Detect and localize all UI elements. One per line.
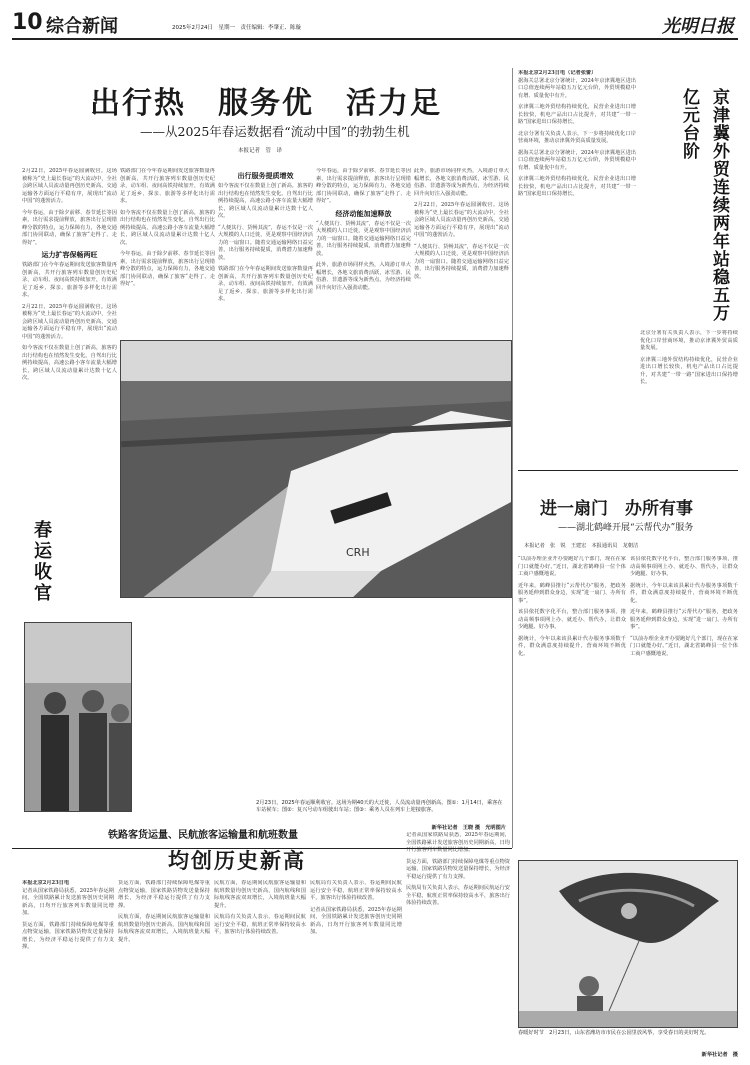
article3-column-4: [310, 880, 402, 1052]
train-label: CRH: [346, 546, 370, 559]
article1-paragraph: 2月22日，2025年春运圆满收官。这场被称为“史上最长春运”的大流动中，全社会跨区域人员流动量再创历史新高，交通运输各方面运行平稳有序，展现出“流动中国”的蓬勃活力。: [414, 202, 509, 238]
main-photo-credit: 新华社记者 王晓 摄 光明图片: [431, 825, 506, 831]
article2-paragraph: 近年来，鹤峰县推行“云帮代办”服务，把政务服务延伸到群众身边，实现“进一扇门、办所有事”。: [518, 582, 626, 604]
article3-paragraph: 民航局有关负责人表示，春运期间民航运行安全平稳，航班正常率保持较高水平，旅客出行体验持续改善。: [214, 914, 306, 935]
article1-paragraph: 今年春运，由于除夕前移、春节延长等因素，出行需求提前释放，旅客出行呈现错峰分散的特点，运力保障有力，各地交通部门协同联动，确保了旅客“走得了、走得好”。: [120, 251, 215, 287]
article1-paragraph: 此外，旅游市场同样火热，入境游订单大幅增长，各地文旅消费活跃，冰雪游、民俗游、非遗游等成为新热点，为经济持续回升向好注入强劲动能。: [316, 262, 411, 291]
article1-paragraph: 今年春运，由于除夕前移、春节延长等因素，出行需求提前释放，旅客出行呈现错峰分散的特点，运力保障有力，各地交通部门协同联动，确保了旅客“走得了、走得好”。: [22, 209, 117, 246]
article1-paragraph: 2月22日，2025年春运圆满收官。这场被称为“史上最长春运”的大流动中，全社会跨区域人员流动量再创历史新高，交通运输各方面运行平稳有序，展现出“流动中国”的蓬勃活力。: [22, 303, 117, 340]
article2-paragraph: 该县依托数字化平台，整合部门服务事项，推动高频事项网上办、就近办、帮代办，让群众少跑腿、好办事。: [630, 556, 738, 577]
article3-column-1: [22, 880, 114, 1052]
kite-photo: [518, 860, 738, 1028]
main-photo: [120, 340, 512, 598]
article3-column-3: [214, 880, 306, 1052]
article1-paragraph: “人便其行、货畅其流”，春运不仅是一次大规模的人口迁徙，更是观察中国经济活力的一扇窗口。随着交通运输网络日益完善，出行服务持续提质，消费潜力加速释放。: [316, 220, 411, 257]
article1-paragraph: 铁路部门在今年春运期间发送旅客数量再创新高，共开行旅客列车数量创历史纪录，动车组、夜间高铁持续加开，有效满足了返乡、探亲、旅游等多样化出行需求。: [218, 266, 313, 302]
section-title: 综合新闻: [46, 16, 118, 37]
article1-paragraph: 如今客流不仅在数量上创了新高，旅客的出行结构也在悄然发生变化。自驾出行比例持续提高，高速公路小客车流量大幅增长，跨区域人员流动量累计达数十亿人次。: [120, 209, 215, 246]
article1-paragraph: 铁路部门在今年春运期间发送旅客数量再创新高，共开行旅客列车数量创历史纪录，动车组、夜间高铁持续加开，有效满足了返乡、探亲、旅游等多样化出行需求。: [22, 262, 117, 298]
section-head: 出行服务提质增效: [237, 171, 294, 180]
article3-paragraph: 民航方面，春运期间民航旅客运输量和航班数量均创历史新高，国内航线和国际航线客流双双增长，入境航班量大幅提升。: [118, 914, 210, 943]
article1-paragraph: 此外，旅游市场同样火热，入境游订单大幅增长，各地文旅消费活跃，冰雪游、民俗游、非遗游等成为新热点，为经济持续回升向好注入强劲动能。: [414, 168, 509, 197]
article2-paragraph: 据统计，今年以来该县累计代办服务事项数千件，群众满意度持续提升，营商环境不断优化。: [630, 582, 738, 604]
article1-title: 出行热 服务优 活力足: [90, 86, 442, 121]
sidebar-paragraph: 据海关总署北京分署统计，2024年京津冀地区进出口总值连续两年站稳五万亿元台阶，外贸规模稳中有增、质量优中有升。: [518, 77, 636, 99]
article3-paragraph: 货运方面，铁路部门持续保障电煤等重点物资运输，国家铁路货物发送量保持增长，为经济平稳运行提供了有力支撑。: [22, 921, 114, 950]
article3-title: 均创历史新高: [168, 848, 306, 873]
article1-paragraph: 如今客流不仅在数量上创了新高，旅客的出行结构也在悄然发生变化。自驾出行比例持续提高，高速公路小客车流量大幅增长，跨区域人员流动量累计达数十亿人次。: [22, 345, 117, 381]
article2-column-2: [630, 556, 738, 856]
article2-title: 进一扇门 办所有事: [540, 499, 693, 519]
article3-paragraph: 民航局有关负责人表示，春运期间民航运行安全平稳，航班正常率保持较高水平，旅客出行体验持续改善。: [406, 885, 510, 906]
sidebar-divider: [512, 68, 513, 848]
article1-paragraph: “人便其行、货畅其流”，春运不仅是一次大规模的人口迁徙，更是观察中国经济活力的一扇窗口。随着交通运输网络日益完善，出行服务持续提质，消费潜力加速释放。: [414, 243, 509, 280]
sidebar-bottom-rule: [518, 470, 738, 471]
article3-paragraph: 记者从国家铁路局获悉，2025年春运期间，全国铁路累计发送旅客创历史同期新高，日均开行旅客列车数量同比增加。: [406, 832, 510, 853]
sidebar-paragraph: 据海关总署北京分署统计，2024年京津冀地区进出口总值连续两年站稳五万亿元台阶，外贸规模稳中有增、质量优中有升。: [518, 149, 636, 171]
masthead: 光明日报: [662, 16, 734, 37]
section-head: 运力扩容保畅两旺: [41, 250, 98, 259]
sidebar-paragraph: 京津冀三地外贸结构持续优化，民营企业进出口增长较快，机电产品出口占比提升，对共建“一带一路”国家进出口保持增长。: [518, 176, 636, 197]
article3-paragraph: 记者从国家铁路局获悉，2025年春运期间，全国铁路累计发送旅客创历史同期新高，日均开行旅客列车数量同比增加。: [22, 887, 114, 916]
attendants-illustration: [25, 623, 132, 812]
article1-column-2: [120, 168, 215, 338]
article3-column-2: [118, 880, 210, 1052]
page-header: [12, 10, 738, 38]
article2-paragraph: “以前办理企业开办要跑好几个部门，现在在家门口就能办好。”近日，湖北省鹤峰县一位个体工商户感慨地说。: [518, 556, 626, 577]
article1-paragraph: 如今客流不仅在数量上创了新高，旅客的出行结构也在悄然发生变化。自驾出行比例持续提高，高速公路小客车流量大幅增长，跨区域人员流动量累计达数十亿人次。: [218, 183, 313, 219]
sidebar-column-2: [640, 330, 738, 460]
article3-kicker: 铁路客货运量、民航旅客运输量和航班数量: [108, 830, 298, 841]
article1-paragraph: “人便其行、货畅其流”，春运不仅是一次大规模的人口迁徙，更是观察中国经济活力的一扇窗口。随着交通运输网络日益完善，出行服务持续提质，消费潜力加速释放。: [218, 224, 313, 261]
article1-paragraph: 今年春运，由于除夕前移、春节延长等因素，出行需求提前释放，旅客出行呈现错峰分散的特点，运力保障有力，各地交通部门协同联动，确保了旅客“走得了、走得好”。: [316, 168, 411, 204]
article3-paragraph: 记者从国家铁路局获悉，2025年春运期间，全国铁路累计发送旅客创历史同期新高，日均开行旅客列车数量同比增加。: [310, 906, 402, 935]
kite-photo-credit: 新华社记者 摄: [701, 1052, 738, 1058]
sidebar-column-1: [518, 70, 636, 460]
vertical-label: 春运收官: [31, 520, 52, 604]
article2-paragraph: “以前办理企业开办要跑好几个部门，现在在家门口就能办好。”近日，湖北省鹤峰县一位个体工商户感慨地说。: [630, 635, 738, 657]
article3-lead: 本报北京2月23日电: [22, 880, 70, 886]
kite-illustration: [519, 861, 738, 1028]
sidebar-paragraph: 北京分署有关负责人表示，下一步将持续优化口岸营商环境，推动京津冀外贸高质量发展。: [518, 130, 636, 144]
article2-subtitle: ——湖北鹤峰开展“云帮代办”服务: [558, 523, 694, 533]
article2-paragraph: 近年来，鹤峰县推行“云帮代办”服务，把政务服务延伸到群众身边，实现“进一扇门、办所有事”。: [630, 609, 738, 630]
article2-byline: 本报记者 张 锐 王建宏 本报通讯员 龙朝洁: [524, 543, 639, 549]
section-head: 经济动能加速释放: [335, 208, 392, 218]
page-number: 10: [12, 10, 43, 35]
sidebar-paragraph: 北京分署有关负责人表示，下一步将持续优化口岸营商环境，推动京津冀外贸高质量发展。: [640, 330, 738, 351]
sidebar-byline: 本报北京2月23日电（记者张蕾）: [518, 70, 597, 76]
main-photo-caption: 2月23日，2025年春运顺利收官。这场为期40天的大迁徙，人员流动量再创新高。图①：1月14日，乘客在车站候车；图②：复兴号动车组驶出车站；图③：乘务人员在列车上迎接旅客。: [256, 800, 503, 813]
article3-paragraph: 民航方面，春运期间民航旅客运输量和航班数量均创历史新高，国内航线和国际航线客流双双增长，入境航班量大幅提升。: [214, 880, 306, 909]
kite-photo-caption: 春暖好时节 2月23日，山东省潍坊市市民在公园里放风筝，享受春日的美好时光。: [518, 1030, 710, 1036]
article3-column-5: [406, 832, 510, 1052]
sidebar-headline: 京津冀外贸连续两年站稳五万亿元台阶: [679, 88, 729, 322]
article1-paragraph: 铁路部门在今年春运期间发送旅客数量再创新高，共开行旅客列车数量创历史纪录，动车组、夜间高铁持续加开，有效满足了返乡、探亲、旅游等多样化出行需求。: [120, 168, 215, 204]
train-photo-illustration: [121, 341, 512, 598]
sidebar-paragraph: 京津冀三地外贸结构持续优化，民营企业进出口增长较快，机电产品出口占比提升，对共建“一带一路”国家进出口保持增长。: [640, 356, 738, 385]
article1-paragraph: 2月22日，2025年春运圆满收官。这场被称为“史上最长春运”的大流动中，全社会跨区域人员流动量再创历史新高，交通运输各方面运行平稳有序，展现出“流动中国”的蓬勃活力。: [22, 168, 117, 204]
attendants-photo: [24, 622, 132, 812]
article2-paragraph: 该县依托数字化平台，整合部门服务事项，推动高频事项网上办、就近办、帮代办，让群众少跑腿、好办事。: [518, 609, 626, 630]
article1-subtitle: ——从2025年春运数据看“流动中国”的勃勃生机: [140, 124, 410, 139]
header-rule: [12, 38, 738, 40]
article2-column-1: [518, 556, 626, 856]
article2-paragraph: 据统计，今年以来该县累计代办服务事项数千件，群众满意度持续提升，营商环境不断优化。: [518, 635, 626, 657]
article3-paragraph: 民航局有关负责人表示，春运期间民航运行安全平稳，航班正常率保持较高水平，旅客出行体验持续改善。: [310, 880, 402, 901]
article3-paragraph: 货运方面，铁路部门持续保障电煤等重点物资运输，国家铁路货物发送量保持增长，为经济平稳运行提供了有力支撑。: [406, 858, 510, 880]
article1-column-1: [22, 168, 117, 543]
date-line: 2025年2月24日 星期一 责任编辑：李肇正、陈璇: [172, 25, 301, 31]
article1-byline: 本报记者 管 译: [238, 148, 283, 154]
sidebar-paragraph: 京津冀三地外贸结构持续优化，民营企业进出口增长较快，机电产品出口占比提升，对共建“一带一路”国家进出口保持增长。: [518, 104, 636, 125]
article3-paragraph: 货运方面，铁路部门持续保障电煤等重点物资运输，国家铁路货物发送量保持增长，为经济平稳运行提供了有力支撑。: [118, 880, 210, 909]
